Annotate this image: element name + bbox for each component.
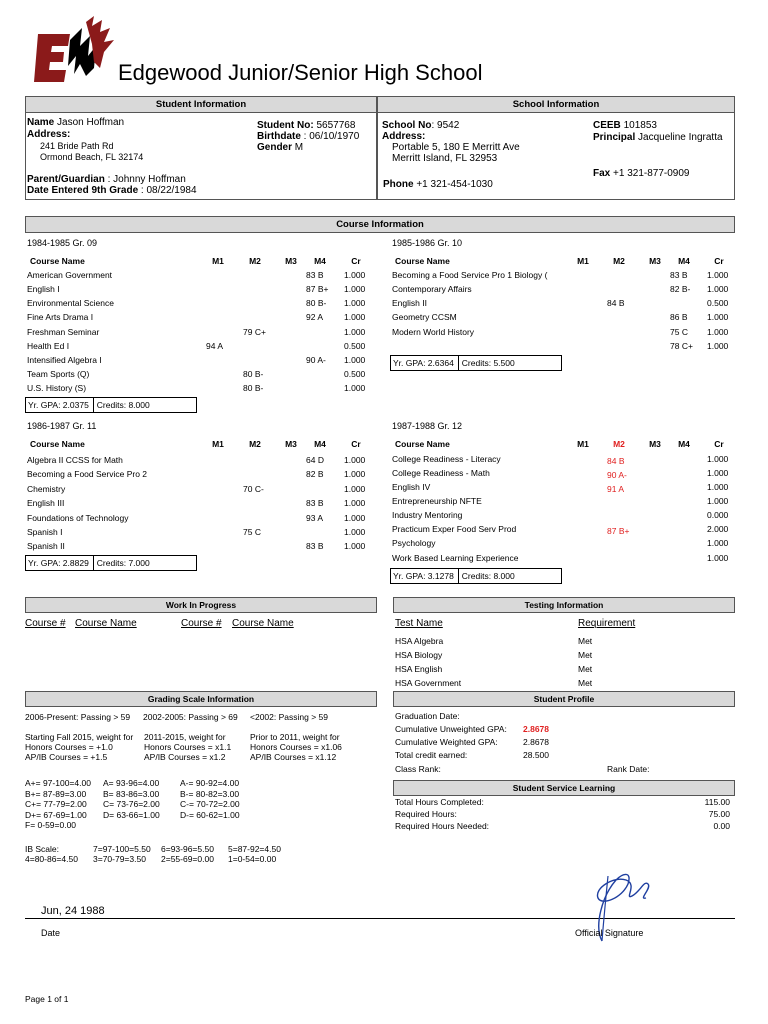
grade-m4: 90 A- — [306, 355, 326, 365]
student-address-label: Address: — [27, 129, 71, 140]
service-needed-value: 0.00 — [713, 821, 730, 831]
footer-page-number: Page 1 of 1 — [25, 994, 69, 1004]
course-credit: 1.000 — [707, 454, 729, 464]
course-credit: 1.000 — [344, 455, 366, 465]
course-credit: 0.500 — [707, 298, 729, 308]
year-title: 1984-1985 Gr. 09 — [27, 238, 98, 248]
grade-m2: 91 A — [607, 484, 625, 494]
course-name: Spanish II — [27, 541, 65, 551]
course-name: Industry Mentoring — [392, 510, 463, 520]
grade-scale-entry: C-= 70-72=2.00 — [180, 799, 240, 809]
col-course-name: Course Name — [30, 439, 85, 449]
service-header: Student Service Learning — [393, 780, 735, 796]
grade-scale-entry: A= 93-96=4.00 — [103, 778, 160, 788]
school-logo — [30, 16, 122, 86]
year-title: 1987-1988 Gr. 12 — [392, 421, 463, 431]
student-address-line1: 241 Bride Path Rd — [40, 141, 114, 151]
year-credits: Credits: 8.000 — [458, 569, 515, 583]
test-requirement: Met — [578, 636, 593, 646]
weight-prior-line2: Honors Courses = x1.06 — [250, 742, 342, 752]
testing-col-requirement: Requirement — [578, 618, 636, 629]
course-name: Algebra II CCSS for Math — [27, 455, 123, 465]
course-name: American Government — [27, 270, 113, 280]
weight-2015-line3: AP/IB Courses = +1.5 — [25, 752, 108, 762]
course-name: Practicum Exper Food Serv Prod — [392, 524, 517, 534]
footer-date-value: Jun, 24 1988 — [41, 905, 105, 917]
col-m1: M1 — [212, 439, 224, 449]
wip-col-course-num-2: Course # — [181, 618, 222, 629]
wip-col-course-name-1: Course Name — [75, 618, 137, 629]
school-info-header: School Information — [377, 96, 735, 113]
course-credit: 1.000 — [344, 513, 366, 523]
year-gpa: Yr. GPA: 2.6364 — [393, 358, 454, 368]
ib-scale-3: 3=70-79=3.50 — [93, 854, 146, 864]
course-name: Spanish I — [27, 527, 63, 537]
ib-scale-4: 4=80-86=4.50 — [25, 854, 78, 864]
profile-header: Student Profile — [393, 691, 735, 707]
student-gender: Gender M — [257, 142, 304, 153]
student-guardian: Parent/Guardian : Johnny Hoffman — [27, 174, 186, 185]
course-credit: 1.000 — [344, 270, 366, 280]
year-title: 1985-1986 Gr. 10 — [392, 238, 463, 248]
grade-m4: 75 C — [670, 327, 688, 337]
col-m4: M4 — [314, 439, 326, 449]
grade-m2: 80 B- — [243, 383, 264, 393]
testing-header: Testing Information — [393, 597, 735, 613]
course-credit: 1.000 — [707, 341, 729, 351]
profile-cum-weighted-label: Cumulative Weighted GPA: — [395, 737, 498, 747]
weight-2011-line3: AP/IB Courses = x1.2 — [144, 752, 226, 762]
course-credit: 1.000 — [707, 270, 729, 280]
col-m2: M2 — [249, 256, 261, 266]
test-name: HSA Algebra — [395, 636, 444, 646]
footer-signature-label: Official Signature — [575, 928, 644, 938]
profile-rank-date-label: Rank Date: — [607, 764, 650, 774]
grade-scale-entry: D= 63-66=1.00 — [103, 809, 160, 820]
year-gpa: Yr. GPA: 2.0375 — [28, 400, 89, 410]
course-name: Psychology — [392, 538, 436, 548]
weight-prior-line1: Prior to 2011, weight for — [250, 732, 340, 742]
course-credit: 1.000 — [707, 312, 729, 322]
school-ceeb: CEEB 101853 — [593, 120, 657, 131]
grade-m2: 90 A- — [607, 470, 627, 480]
course-credit: 0.500 — [344, 341, 366, 351]
course-credit: 1.000 — [344, 327, 366, 337]
year-credits: Credits: 8.000 — [93, 398, 150, 412]
course-name: Intensified Algebra I — [27, 355, 102, 365]
ib-scale-5: 5=87-92=4.50 — [228, 844, 281, 854]
profile-cum-weighted-value: 2.8678 — [523, 737, 549, 747]
school-address-line2: Merritt Island, FL 32953 — [392, 153, 498, 164]
test-requirement: Met — [578, 650, 593, 660]
student-birthdate: Birthdate : 06/10/1970 — [257, 131, 360, 142]
course-credit: 1.000 — [344, 469, 366, 479]
col-m3: M3 — [649, 439, 661, 449]
grade-m1: 94 A — [206, 341, 224, 351]
course-name: Foundations of Technology — [27, 513, 129, 523]
wip-col-course-num-1: Course # — [25, 618, 66, 629]
col-cr: Cr — [351, 256, 361, 266]
year-gpa-box — [390, 568, 562, 584]
student-info-header: Student Information — [25, 96, 377, 113]
year-gpa-box — [25, 555, 197, 571]
test-name: HSA Government — [395, 678, 462, 688]
course-name: Geometry CCSM — [392, 312, 457, 322]
course-credit: 1.000 — [707, 468, 729, 478]
col-m4: M4 — [314, 256, 326, 266]
test-requirement: Met — [578, 678, 593, 688]
grade-m2: 70 C- — [243, 484, 264, 494]
course-name: Becoming a Food Service Pro 2 — [27, 469, 148, 479]
col-course-name: Course Name — [395, 256, 450, 266]
col-cr: Cr — [714, 256, 724, 266]
test-name: HSA English — [395, 664, 443, 674]
course-credit: 1.000 — [707, 327, 729, 337]
grade-m4: 83 B — [306, 498, 324, 508]
course-name: Freshman Seminar — [27, 327, 100, 337]
test-requirement: Met — [578, 664, 593, 674]
course-credit: 2.000 — [707, 524, 729, 534]
year-credits: Credits: 5.500 — [458, 356, 515, 370]
col-m3: M3 — [649, 256, 661, 266]
grade-scale-entry: B-= 80-82=3.00 — [180, 788, 240, 799]
course-credit: 1.000 — [344, 484, 366, 494]
grade-m4: 92 A — [306, 312, 324, 322]
service-required-value: 75.00 — [708, 809, 730, 819]
col-course-name: Course Name — [395, 439, 450, 449]
grade-m2: 75 C — [243, 527, 261, 537]
grade-scale-entry: D-= 60-62=1.00 — [180, 809, 240, 820]
year-gpa: Yr. GPA: 2.8829 — [28, 558, 89, 568]
col-m4: M4 — [678, 439, 690, 449]
grade-scale-entry: D+= 67-69=1.00 — [25, 809, 87, 820]
school-phone: Phone +1 321-454-1030 — [383, 179, 493, 190]
grade-m4: 83 B — [670, 270, 688, 280]
grade-m4: 64 D — [306, 455, 324, 465]
wip-header: Work In Progress — [25, 597, 377, 613]
col-course-name: Course Name — [30, 256, 85, 266]
weight-2015-line2: Honors Courses = +1.0 — [25, 742, 113, 752]
course-name: English I — [27, 284, 60, 294]
course-credit: 1.000 — [344, 541, 366, 551]
course-name: Entrepreneurship NFTE — [392, 496, 482, 506]
grade-m2: 87 B+ — [607, 526, 630, 536]
grading-passing-3: <2002: Passing > 59 — [250, 712, 328, 722]
grade-scale-entry: C+= 77-79=2.00 — [25, 799, 87, 809]
grading-header: Grading Scale Information — [25, 691, 377, 707]
service-completed-label: Total Hours Completed: — [395, 797, 484, 807]
col-m1: M1 — [212, 256, 224, 266]
col-m2: M2 — [613, 256, 625, 266]
grading-passing-2: 2002-2005: Passing > 69 — [143, 712, 238, 722]
course-credit: 1.000 — [344, 527, 366, 537]
col-cr: Cr — [714, 439, 724, 449]
weight-2011-line2: Honors Courses = x1.1 — [144, 742, 232, 752]
col-m1: M1 — [577, 439, 589, 449]
weight-2011-line1: 2011-2015, weight for — [144, 732, 226, 742]
ib-scale-2: 2=55-69=0.00 — [161, 854, 214, 864]
ib-scale-1: 1=0-54=0.00 — [228, 854, 277, 864]
profile-credit-label: Total credit earned: — [395, 750, 468, 760]
profile-credit-value: 28.500 — [523, 750, 549, 760]
course-name: Work Based Learning Experience — [392, 553, 519, 563]
student-date-entered: Date Entered 9th Grade : 08/22/1984 — [27, 185, 197, 196]
course-credit: 1.000 — [707, 496, 729, 506]
year-title: 1986-1987 Gr. 11 — [27, 421, 97, 431]
school-fax: Fax +1 321-877-0909 — [593, 168, 690, 179]
grade-m2: 79 C+ — [243, 327, 266, 337]
year-gpa: Yr. GPA: 3.1278 — [393, 571, 454, 581]
ib-scale-7: 7=97-100=5.50 — [93, 844, 151, 854]
school-number: School No: 9542 — [382, 120, 460, 131]
col-m1: M1 — [577, 256, 589, 266]
grade-scale-entry: B+= 87-89=3.00 — [25, 788, 87, 799]
course-credit: 1.000 — [707, 284, 729, 294]
col-cr: Cr — [351, 439, 361, 449]
course-credit: 1.000 — [707, 538, 729, 548]
profile-cum-unweighted-value: 2.8678 — [523, 724, 549, 734]
course-credit: 1.000 — [707, 553, 729, 563]
grading-passing-1: 2006-Present: Passing > 59 — [25, 712, 131, 722]
wip-col-course-name-2: Course Name — [232, 618, 294, 629]
grade-scale-entry: B= 83-86=3.00 — [103, 788, 160, 799]
grade-m2: 80 B- — [243, 369, 264, 379]
course-credit: 1.000 — [344, 284, 366, 294]
grade-m4: 87 B+ — [306, 284, 329, 294]
course-credit: 1.000 — [344, 355, 366, 365]
grade-m4: 86 B — [670, 312, 688, 322]
course-credit: 1.000 — [707, 482, 729, 492]
ib-scale-label: IB Scale: — [25, 844, 60, 854]
service-needed-label: Required Hours Needed: — [395, 821, 490, 831]
course-credit: 0.500 — [344, 369, 366, 379]
weight-prior-line3: AP/IB Courses = x1.12 — [250, 752, 337, 762]
year-credits: Credits: 7.000 — [93, 556, 150, 570]
grade-m2: 84 B — [607, 456, 625, 466]
course-name: U.S. History (S) — [27, 383, 87, 393]
col-m3: M3 — [285, 256, 297, 266]
grade-m2: 84 B — [607, 298, 625, 308]
course-name: Becoming a Food Service Pro 1 Biology ( — [392, 270, 548, 280]
student-number: Student No: 5657768 — [257, 120, 356, 131]
col-m2: M2 — [613, 439, 625, 449]
profile-grad-date-label: Graduation Date: — [395, 711, 460, 721]
service-completed-value: 115.00 — [704, 797, 730, 807]
grade-m4: 83 B — [306, 270, 324, 280]
grade-m4: 83 B — [306, 541, 324, 551]
school-address-label: Address: — [382, 131, 426, 142]
course-name: Health Ed I — [27, 341, 70, 351]
col-m3: M3 — [285, 439, 297, 449]
grade-scale-entry: C= 73-76=2.00 — [103, 799, 160, 809]
test-name: HSA Biology — [395, 650, 443, 660]
course-name: Contemporary Affairs — [392, 284, 472, 294]
course-credit: 1.000 — [344, 498, 366, 508]
course-name: College Readiness - Literacy — [392, 454, 501, 464]
grade-m4: 80 B- — [306, 298, 327, 308]
course-name: English III — [27, 498, 65, 508]
grade-m4: 78 C+ — [670, 341, 693, 351]
testing-col-test-name: Test Name — [395, 618, 443, 629]
year-gpa-box — [390, 355, 562, 371]
course-name: Environmental Science — [27, 298, 114, 308]
school-title: Edgewood Junior/Senior High School — [118, 60, 483, 85]
col-m2: M2 — [249, 439, 261, 449]
school-principal: Principal Jacqueline Ingratta — [593, 132, 723, 143]
grade-scale-entry: F= 0-59=0.00 — [25, 820, 77, 830]
grade-m4: 93 A — [306, 513, 324, 523]
course-credit: 1.000 — [344, 312, 366, 322]
course-name: Fine Arts Drama I — [27, 312, 94, 322]
course-name: College Readiness - Math — [392, 468, 490, 478]
school-address-line1: Portable 5, 180 E Merritt Ave — [392, 142, 520, 153]
footer-date-label: Date — [41, 928, 61, 938]
weight-2015-line1: Starting Fall 2015, weight for — [25, 732, 134, 742]
course-info-header: Course Information — [25, 216, 735, 233]
course-credit: 1.000 — [344, 383, 366, 393]
grade-scale-entry: A+= 97-100=4.00 — [25, 778, 91, 788]
grade-m4: 82 B- — [670, 284, 691, 294]
course-name: English IV — [392, 482, 431, 492]
grade-m4: 82 B — [306, 469, 324, 479]
student-address-line2: Ormond Beach, FL 32174 — [40, 152, 144, 162]
ib-scale-6: 6=93-96=5.50 — [161, 844, 214, 854]
service-required-label: Required Hours: — [395, 809, 457, 819]
course-name: Chemistry — [27, 484, 66, 494]
profile-cum-unweighted-label: Cumulative Unweighted GPA: — [395, 724, 507, 734]
course-name: English II — [392, 298, 427, 308]
profile-class-rank-label: Class Rank: — [395, 764, 441, 774]
course-name: Team Sports (Q) — [27, 369, 90, 379]
year-gpa-box — [25, 397, 197, 413]
student-name: Name Jason Hoffman — [27, 117, 125, 128]
course-name: Modern World History — [392, 327, 475, 337]
course-credit: 1.000 — [344, 298, 366, 308]
grade-scale-entry: A-= 90-92=4.00 — [180, 778, 240, 788]
col-m4: M4 — [678, 256, 690, 266]
course-credit: 0.000 — [707, 510, 729, 520]
